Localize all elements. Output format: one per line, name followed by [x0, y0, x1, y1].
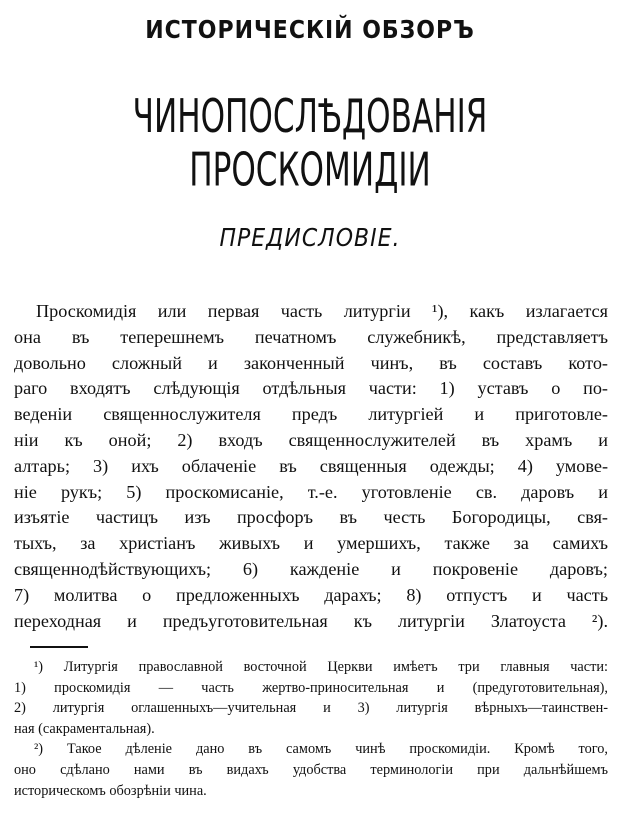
footnotes — [14, 657, 608, 801]
body-line: веденіи священнослужителя предъ литургіей и приготовле- — [14, 404, 608, 425]
document-title: ЧИНОПОСЛѢДОВАНІЯ ПРОСКОМИДІИ — [132, 89, 488, 197]
body-line: раго входятъ слѣдующія отдѣльныя части: 1) уставъ о по- — [14, 378, 608, 399]
body-line: она въ теперешнемъ печатномъ служебникѣ, представляетъ — [14, 326, 608, 347]
document-supertitle: ИСТОРИЧЕСКІЙ ОБЗОРЪ — [145, 16, 475, 45]
body-line: 7) молитва о предложенныхъ дарахъ; 8) отпустъ и часть — [14, 584, 608, 605]
footnote-divider — [30, 646, 88, 648]
body-line: Проскомидія или первая часть литургіи ¹), какъ излагается — [36, 301, 608, 321]
body-line: изъятіе частицъ изъ просфоръ въ честь Богородицы, свя- — [14, 507, 608, 528]
body-line: ніи къ оной; 2) входъ священнослужителей въ храмъ и — [14, 429, 608, 450]
body-paragraph — [14, 299, 608, 634]
body-line: переходная и предъуготовительная къ литургіи Златоуста ²). — [14, 610, 608, 631]
body-line: священнодѣйствующихъ; 6) кажденіе и покровеніе даровъ; — [14, 558, 608, 579]
footnote-line: 2) литургія оглашенныхъ—учительная и 3) литургія вѣрныхъ—таинствен- — [14, 700, 608, 717]
body-line: довольно сложный и законченный чинъ, въ составъ кото- — [14, 352, 608, 373]
footnote-line: ная (сакраментальная). — [14, 720, 155, 737]
footnote-line: ²) Такое дѣленіе дано въ самомъ чинѣ проскомидіи. Кромѣ того, — [34, 741, 608, 758]
footnote-line: ¹) Литургія православной восточной Церкви имѣетъ три главныя части: — [34, 659, 608, 675]
body-line: тыхъ, за христіанъ живыхъ и умершихъ, также за самихъ — [14, 533, 608, 554]
section-heading: ПРЕДИСЛОВІЕ. — [219, 224, 401, 253]
footnote-line: 1) проскомидія — часть жертво-приносительная и (предуготовительная), — [14, 679, 608, 696]
footnote-line: историческомъ обозрѣніи чина. — [14, 782, 207, 799]
body-line: алтарь; 3) ихъ облаченіе въ священныя одежды; 4) умове- — [14, 455, 608, 476]
body-line: ніе рукъ; 5) проскомисаніе, т.-е. уготовленіе св. даровъ и — [14, 481, 608, 502]
footnote-line: оно сдѣлано нами въ видахъ удобства терминологіи при дальнѣйшемъ — [14, 761, 608, 778]
